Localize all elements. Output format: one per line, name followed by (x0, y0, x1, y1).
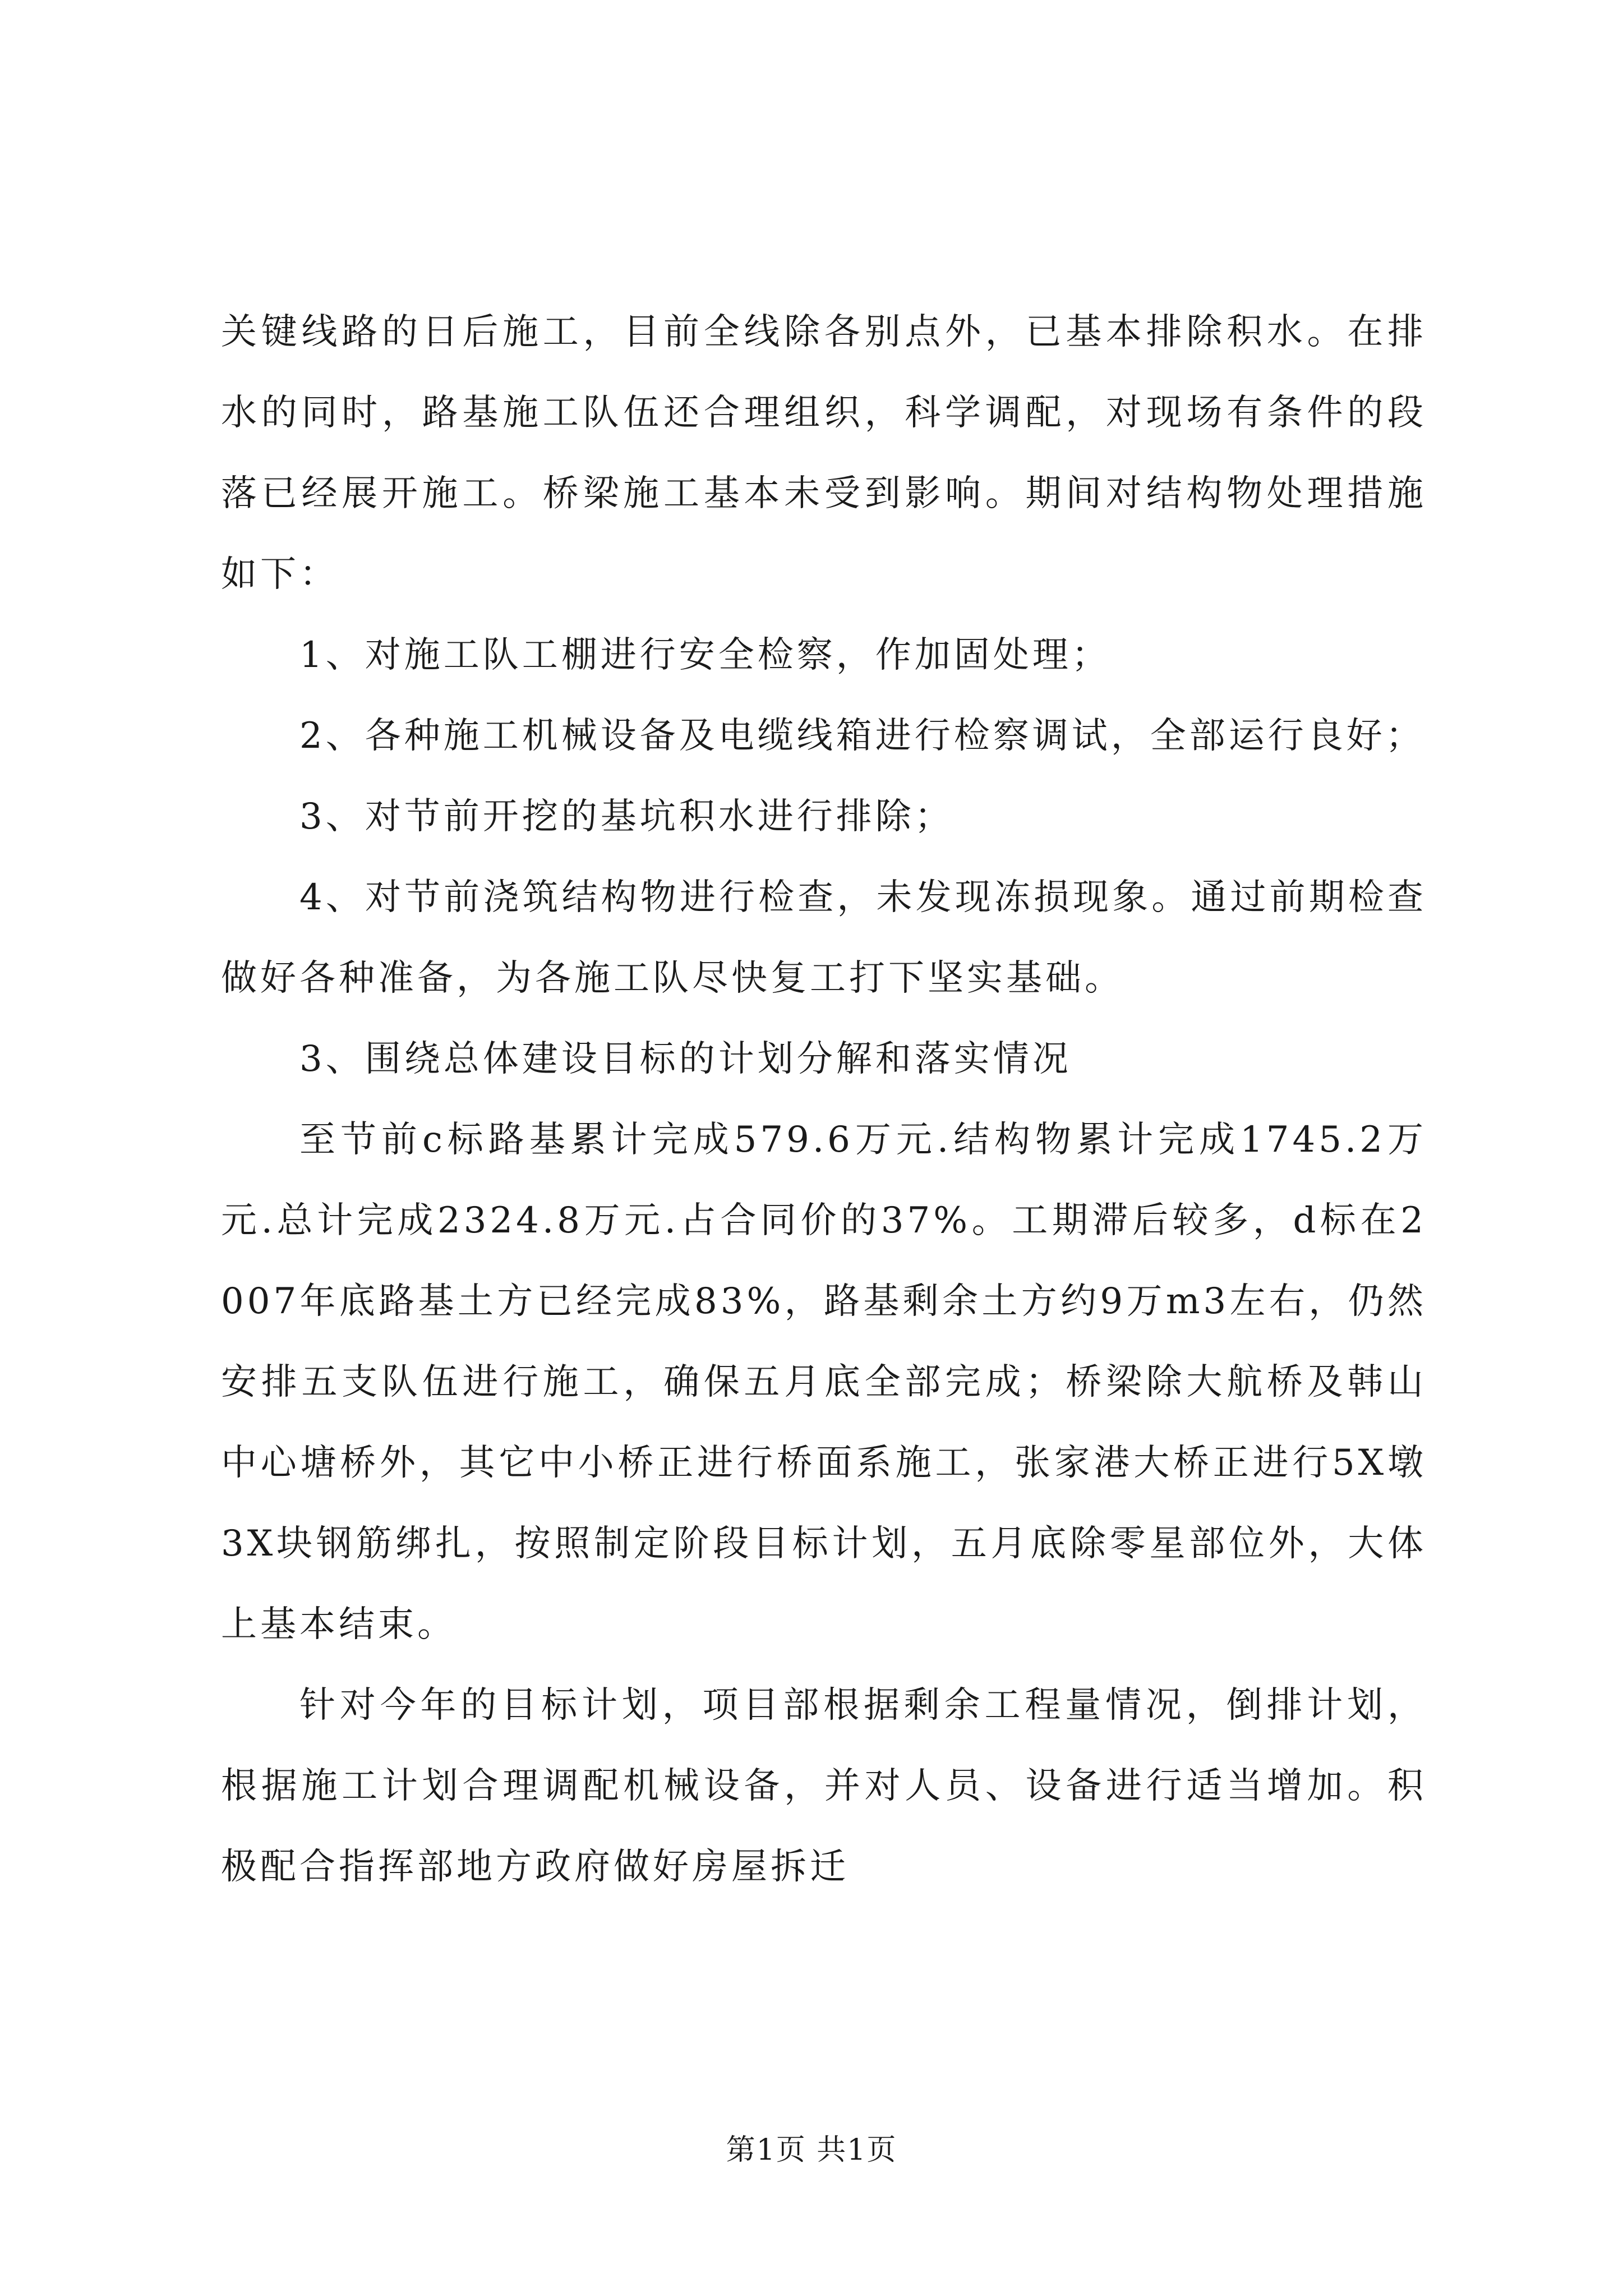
document-body (221, 292, 1427, 1907)
list-item-2: 2、各种施工机械设备及电缆线箱进行检察调试，全部运行良好； (299, 715, 1425, 757)
section-heading: 3、围绕总体建设目标的计划分解和落实情况 (299, 1038, 1072, 1080)
list-item-3: 3、对节前开挖的基坑积水进行排除； (299, 796, 954, 838)
paragraph-continuation: 关键线路的日后施工，目前全线除各别点外，已基本排除积水。在排水的同时，路基施工队伍还合理组织，科学调配，对现场有条件的段落已经展开施工。桥梁施工基本未受到影响。期间对结构物处理措施如下： (221, 311, 1427, 595)
paragraph-plan: 针对今年的目标计划，项目部根据剩余工程量情况，倒排计划，根据施工计划合理调配机械设备，并对人员、设备进行适当增加。积极配合指挥部地方政府做好房屋拆迁 (221, 1685, 1427, 1888)
list-item-1: 1、对施工队工棚进行安全检察，作加固处理； (299, 634, 1111, 676)
list-item-4: 4、对节前浇筑结构物进行检查，未发现冻损现象。通过前期检查做好各种准备，为各施工队尽快复工打下坚实基础。 (221, 877, 1427, 999)
paragraph-progress: 至节前c标路基累计完成579.6万元.结构物累计完成1745.2万元.总计完成2324.8万元.占合同价的37%。工期滞后较多，d标在2007年底路基土方已经完成83%，路基剩余土方约9万m3左右，仍然安排五支队伍进行施工，确保五月底全部完成；桥梁除大航桥及韩山中心塘桥外，其它中小桥正进行桥面系施工，张家港大桥正进行5X墩3X块钢筋绑扎，按照制定阶段目标计划，五月底除零星部位外，大体上基本结束。 (221, 1119, 1427, 1645)
page-footer: 第1页 共1页 (726, 2133, 897, 2167)
